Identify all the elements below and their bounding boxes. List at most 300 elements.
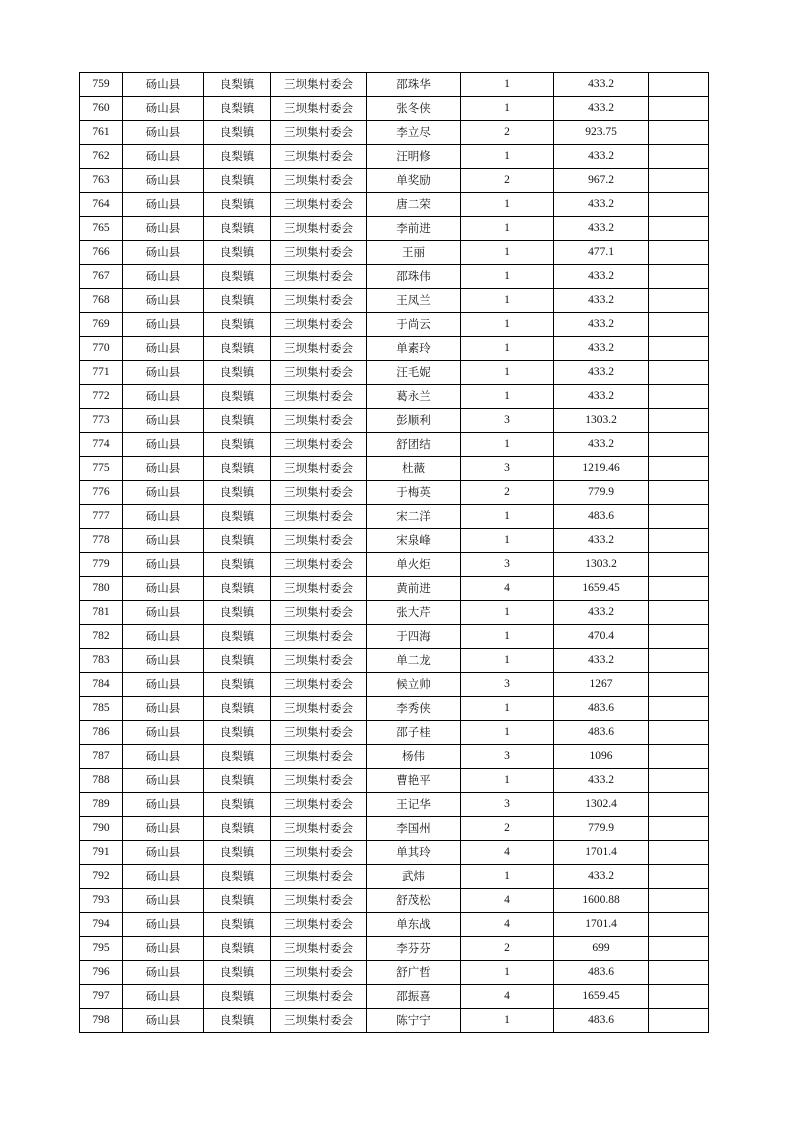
county-cell: 砀山县	[123, 889, 204, 913]
row-index-cell: 769	[80, 313, 123, 337]
row-index-cell: 760	[80, 97, 123, 121]
remark-cell	[649, 937, 709, 961]
amount-cell: 1303.2	[554, 409, 649, 433]
remark-cell	[649, 841, 709, 865]
householder-name-cell: 陈宁宁	[367, 1009, 461, 1033]
county-cell: 砀山县	[123, 673, 204, 697]
row-index-cell: 785	[80, 697, 123, 721]
row-index-cell: 781	[80, 601, 123, 625]
table-row	[80, 265, 709, 289]
table-row	[80, 505, 709, 529]
table-row	[80, 217, 709, 241]
amount-cell: 433.2	[554, 73, 649, 97]
county-cell: 砀山县	[123, 313, 204, 337]
householder-name-cell: 宋泉峰	[367, 529, 461, 553]
household-size-cell: 1	[461, 601, 554, 625]
household-size-cell: 1	[461, 193, 554, 217]
town-cell: 良梨镇	[204, 241, 271, 265]
remark-cell	[649, 409, 709, 433]
village-cell: 三坝集村委会	[271, 601, 367, 625]
household-size-cell: 3	[461, 793, 554, 817]
remark-cell	[649, 457, 709, 481]
amount-cell: 433.2	[554, 385, 649, 409]
row-index-cell: 792	[80, 865, 123, 889]
remark-cell	[649, 241, 709, 265]
householder-name-cell: 单东战	[367, 913, 461, 937]
county-cell: 砀山县	[123, 217, 204, 241]
table-row	[80, 337, 709, 361]
row-index-cell: 761	[80, 121, 123, 145]
village-cell: 三坝集村委会	[271, 961, 367, 985]
town-cell: 良梨镇	[204, 289, 271, 313]
amount-cell: 433.2	[554, 337, 649, 361]
householder-name-cell: 宋二洋	[367, 505, 461, 529]
row-index-cell: 790	[80, 817, 123, 841]
remark-cell	[649, 649, 709, 673]
county-cell: 砀山县	[123, 73, 204, 97]
householder-name-cell: 李前进	[367, 217, 461, 241]
household-size-cell: 1	[461, 1009, 554, 1033]
amount-cell: 1302.4	[554, 793, 649, 817]
county-cell: 砀山县	[123, 817, 204, 841]
remark-cell	[649, 337, 709, 361]
village-cell: 三坝集村委会	[271, 337, 367, 361]
town-cell: 良梨镇	[204, 505, 271, 529]
row-index-cell: 775	[80, 457, 123, 481]
remark-cell	[649, 121, 709, 145]
householder-name-cell: 汪毛妮	[367, 361, 461, 385]
householder-name-cell: 单火炬	[367, 553, 461, 577]
remark-cell	[649, 73, 709, 97]
county-cell: 砀山县	[123, 793, 204, 817]
remark-cell	[649, 769, 709, 793]
village-cell: 三坝集村委会	[271, 217, 367, 241]
table-row	[80, 1009, 709, 1033]
county-cell: 砀山县	[123, 481, 204, 505]
householder-name-cell: 李立尽	[367, 121, 461, 145]
county-cell: 砀山县	[123, 193, 204, 217]
row-index-cell: 778	[80, 529, 123, 553]
amount-cell: 483.6	[554, 721, 649, 745]
amount-cell: 433.2	[554, 265, 649, 289]
household-size-cell: 1	[461, 289, 554, 313]
village-cell: 三坝集村委会	[271, 169, 367, 193]
row-index-cell: 776	[80, 481, 123, 505]
village-cell: 三坝集村委会	[271, 937, 367, 961]
town-cell: 良梨镇	[204, 625, 271, 649]
town-cell: 良梨镇	[204, 817, 271, 841]
row-index-cell: 777	[80, 505, 123, 529]
table-row	[80, 553, 709, 577]
village-cell: 三坝集村委会	[271, 457, 367, 481]
remark-cell	[649, 193, 709, 217]
county-cell: 砀山县	[123, 241, 204, 265]
remark-cell	[649, 529, 709, 553]
table-row	[80, 601, 709, 625]
town-cell: 良梨镇	[204, 601, 271, 625]
remark-cell	[649, 385, 709, 409]
amount-cell: 1219.46	[554, 457, 649, 481]
table-row	[80, 289, 709, 313]
remark-cell	[649, 817, 709, 841]
town-cell: 良梨镇	[204, 481, 271, 505]
table-row	[80, 841, 709, 865]
county-cell: 砀山县	[123, 337, 204, 361]
household-size-cell: 3	[461, 673, 554, 697]
householder-name-cell: 李秀侠	[367, 697, 461, 721]
household-size-cell: 1	[461, 385, 554, 409]
village-cell: 三坝集村委会	[271, 385, 367, 409]
table-row	[80, 697, 709, 721]
county-cell: 砀山县	[123, 433, 204, 457]
row-index-cell: 793	[80, 889, 123, 913]
amount-cell: 433.2	[554, 769, 649, 793]
row-index-cell: 797	[80, 985, 123, 1009]
remark-cell	[649, 577, 709, 601]
village-cell: 三坝集村委会	[271, 913, 367, 937]
table-row	[80, 649, 709, 673]
remark-cell	[649, 553, 709, 577]
amount-cell: 483.6	[554, 1009, 649, 1033]
county-cell: 砀山县	[123, 457, 204, 481]
household-size-cell: 1	[461, 529, 554, 553]
amount-cell: 433.2	[554, 433, 649, 457]
remark-cell	[649, 265, 709, 289]
row-index-cell: 768	[80, 289, 123, 313]
householder-name-cell: 于梅英	[367, 481, 461, 505]
row-index-cell: 764	[80, 193, 123, 217]
county-cell: 砀山县	[123, 553, 204, 577]
town-cell: 良梨镇	[204, 313, 271, 337]
village-cell: 三坝集村委会	[271, 1009, 367, 1033]
householder-name-cell: 张大芹	[367, 601, 461, 625]
amount-cell: 779.9	[554, 817, 649, 841]
remark-cell	[649, 1009, 709, 1033]
remark-cell	[649, 961, 709, 985]
householder-name-cell: 王记华	[367, 793, 461, 817]
household-size-cell: 1	[461, 145, 554, 169]
table-row	[80, 625, 709, 649]
remark-cell	[649, 313, 709, 337]
row-index-cell: 766	[80, 241, 123, 265]
town-cell: 良梨镇	[204, 673, 271, 697]
town-cell: 良梨镇	[204, 745, 271, 769]
town-cell: 良梨镇	[204, 865, 271, 889]
row-index-cell: 765	[80, 217, 123, 241]
county-cell: 砀山县	[123, 289, 204, 313]
table-row	[80, 241, 709, 265]
town-cell: 良梨镇	[204, 721, 271, 745]
table-row	[80, 97, 709, 121]
table-row	[80, 577, 709, 601]
village-cell: 三坝集村委会	[271, 625, 367, 649]
householder-name-cell: 于尚云	[367, 313, 461, 337]
table-row	[80, 721, 709, 745]
amount-cell: 470.4	[554, 625, 649, 649]
household-size-cell: 1	[461, 361, 554, 385]
village-cell: 三坝集村委会	[271, 193, 367, 217]
household-size-cell: 1	[461, 73, 554, 97]
town-cell: 良梨镇	[204, 841, 271, 865]
town-cell: 良梨镇	[204, 889, 271, 913]
county-cell: 砀山县	[123, 985, 204, 1009]
row-index-cell: 783	[80, 649, 123, 673]
remark-cell	[649, 145, 709, 169]
household-size-cell: 2	[461, 121, 554, 145]
village-cell: 三坝集村委会	[271, 697, 367, 721]
town-cell: 良梨镇	[204, 937, 271, 961]
household-size-cell: 1	[461, 769, 554, 793]
row-index-cell: 780	[80, 577, 123, 601]
householder-name-cell: 汪明修	[367, 145, 461, 169]
remark-cell	[649, 217, 709, 241]
table-row	[80, 961, 709, 985]
town-cell: 良梨镇	[204, 769, 271, 793]
amount-cell: 433.2	[554, 217, 649, 241]
table-row	[80, 433, 709, 457]
village-cell: 三坝集村委会	[271, 73, 367, 97]
town-cell: 良梨镇	[204, 961, 271, 985]
householder-name-cell: 李国州	[367, 817, 461, 841]
household-size-cell: 2	[461, 169, 554, 193]
town-cell: 良梨镇	[204, 337, 271, 361]
householder-name-cell: 单素玲	[367, 337, 461, 361]
remark-cell	[649, 505, 709, 529]
table-row	[80, 313, 709, 337]
county-cell: 砀山县	[123, 505, 204, 529]
village-cell: 三坝集村委会	[271, 313, 367, 337]
amount-cell: 433.2	[554, 289, 649, 313]
town-cell: 良梨镇	[204, 985, 271, 1009]
village-cell: 三坝集村委会	[271, 649, 367, 673]
county-cell: 砀山县	[123, 745, 204, 769]
village-cell: 三坝集村委会	[271, 745, 367, 769]
village-cell: 三坝集村委会	[271, 553, 367, 577]
row-index-cell: 782	[80, 625, 123, 649]
remark-cell	[649, 721, 709, 745]
town-cell: 良梨镇	[204, 913, 271, 937]
row-index-cell: 779	[80, 553, 123, 577]
town-cell: 良梨镇	[204, 433, 271, 457]
household-size-cell: 1	[461, 865, 554, 889]
row-index-cell: 759	[80, 73, 123, 97]
village-cell: 三坝集村委会	[271, 289, 367, 313]
household-size-cell: 4	[461, 913, 554, 937]
town-cell: 良梨镇	[204, 697, 271, 721]
town-cell: 良梨镇	[204, 553, 271, 577]
county-cell: 砀山县	[123, 577, 204, 601]
householder-name-cell: 彭顺利	[367, 409, 461, 433]
household-size-cell: 1	[461, 241, 554, 265]
village-cell: 三坝集村委会	[271, 769, 367, 793]
village-cell: 三坝集村委会	[271, 145, 367, 169]
village-cell: 三坝集村委会	[271, 793, 367, 817]
town-cell: 良梨镇	[204, 529, 271, 553]
householder-name-cell: 张冬侠	[367, 97, 461, 121]
county-cell: 砀山县	[123, 769, 204, 793]
row-index-cell: 786	[80, 721, 123, 745]
remark-cell	[649, 289, 709, 313]
amount-cell: 1303.2	[554, 553, 649, 577]
householder-name-cell: 杨伟	[367, 745, 461, 769]
row-index-cell: 789	[80, 793, 123, 817]
amount-cell: 779.9	[554, 481, 649, 505]
county-cell: 砀山县	[123, 361, 204, 385]
household-size-cell: 1	[461, 217, 554, 241]
county-cell: 砀山县	[123, 601, 204, 625]
householder-name-cell: 李芬芬	[367, 937, 461, 961]
householder-name-cell: 王凤兰	[367, 289, 461, 313]
table-row	[80, 985, 709, 1009]
amount-cell: 483.6	[554, 697, 649, 721]
amount-cell: 1096	[554, 745, 649, 769]
town-cell: 良梨镇	[204, 121, 271, 145]
amount-cell: 433.2	[554, 361, 649, 385]
householder-name-cell: 王丽	[367, 241, 461, 265]
household-size-cell: 1	[461, 97, 554, 121]
householder-name-cell: 黄前进	[367, 577, 461, 601]
table-row	[80, 793, 709, 817]
amount-cell: 1701.4	[554, 841, 649, 865]
table-row	[80, 817, 709, 841]
householder-name-cell: 唐二荣	[367, 193, 461, 217]
village-cell: 三坝集村委会	[271, 721, 367, 745]
village-cell: 三坝集村委会	[271, 865, 367, 889]
amount-cell: 923.75	[554, 121, 649, 145]
village-cell: 三坝集村委会	[271, 505, 367, 529]
table-row	[80, 361, 709, 385]
table-row	[80, 889, 709, 913]
remark-cell	[649, 697, 709, 721]
amount-cell: 433.2	[554, 649, 649, 673]
amount-cell: 433.2	[554, 601, 649, 625]
village-cell: 三坝集村委会	[271, 121, 367, 145]
village-cell: 三坝集村委会	[271, 985, 367, 1009]
row-index-cell: 795	[80, 937, 123, 961]
town-cell: 良梨镇	[204, 385, 271, 409]
amount-cell: 433.2	[554, 145, 649, 169]
householder-name-cell: 单奖励	[367, 169, 461, 193]
county-cell: 砀山县	[123, 409, 204, 433]
table-row	[80, 529, 709, 553]
amount-cell: 967.2	[554, 169, 649, 193]
household-size-cell: 3	[461, 553, 554, 577]
amount-cell: 1701.4	[554, 913, 649, 937]
table-row	[80, 865, 709, 889]
householder-name-cell: 舒广哲	[367, 961, 461, 985]
amount-cell: 699	[554, 937, 649, 961]
remark-cell	[649, 913, 709, 937]
household-size-cell: 3	[461, 745, 554, 769]
household-size-cell: 1	[461, 313, 554, 337]
amount-cell: 1267	[554, 673, 649, 697]
village-cell: 三坝集村委会	[271, 241, 367, 265]
village-cell: 三坝集村委会	[271, 529, 367, 553]
household-size-cell: 2	[461, 481, 554, 505]
row-index-cell: 774	[80, 433, 123, 457]
roster-table	[79, 72, 709, 1033]
town-cell: 良梨镇	[204, 457, 271, 481]
table-row	[80, 673, 709, 697]
remark-cell	[649, 97, 709, 121]
householder-name-cell: 邵珠伟	[367, 265, 461, 289]
row-index-cell: 762	[80, 145, 123, 169]
household-size-cell: 1	[461, 721, 554, 745]
table-row	[80, 769, 709, 793]
town-cell: 良梨镇	[204, 193, 271, 217]
remark-cell	[649, 625, 709, 649]
table-row	[80, 193, 709, 217]
table-row	[80, 937, 709, 961]
remark-cell	[649, 433, 709, 457]
town-cell: 良梨镇	[204, 217, 271, 241]
householder-name-cell: 邵珠华	[367, 73, 461, 97]
village-cell: 三坝集村委会	[271, 409, 367, 433]
table-row	[80, 745, 709, 769]
town-cell: 良梨镇	[204, 97, 271, 121]
village-cell: 三坝集村委会	[271, 481, 367, 505]
household-size-cell: 1	[461, 265, 554, 289]
village-cell: 三坝集村委会	[271, 817, 367, 841]
amount-cell: 433.2	[554, 865, 649, 889]
village-cell: 三坝集村委会	[271, 673, 367, 697]
county-cell: 砀山县	[123, 169, 204, 193]
table-row	[80, 73, 709, 97]
county-cell: 砀山县	[123, 649, 204, 673]
row-index-cell: 772	[80, 385, 123, 409]
householder-name-cell: 葛永兰	[367, 385, 461, 409]
county-cell: 砀山县	[123, 841, 204, 865]
county-cell: 砀山县	[123, 865, 204, 889]
row-index-cell: 798	[80, 1009, 123, 1033]
household-size-cell: 4	[461, 985, 554, 1009]
row-index-cell: 796	[80, 961, 123, 985]
householder-name-cell: 邵振喜	[367, 985, 461, 1009]
town-cell: 良梨镇	[204, 649, 271, 673]
household-size-cell: 2	[461, 817, 554, 841]
row-index-cell: 771	[80, 361, 123, 385]
remark-cell	[649, 361, 709, 385]
county-cell: 砀山县	[123, 145, 204, 169]
county-cell: 砀山县	[123, 1009, 204, 1033]
row-index-cell: 763	[80, 169, 123, 193]
remark-cell	[649, 673, 709, 697]
remark-cell	[649, 793, 709, 817]
table-row	[80, 169, 709, 193]
table-row	[80, 121, 709, 145]
county-cell: 砀山县	[123, 97, 204, 121]
town-cell: 良梨镇	[204, 169, 271, 193]
household-size-cell: 3	[461, 457, 554, 481]
table-row	[80, 409, 709, 433]
amount-cell: 433.2	[554, 529, 649, 553]
household-size-cell: 4	[461, 577, 554, 601]
row-index-cell: 770	[80, 337, 123, 361]
roster-table-body	[80, 73, 709, 1033]
remark-cell	[649, 481, 709, 505]
town-cell: 良梨镇	[204, 361, 271, 385]
household-size-cell: 1	[461, 649, 554, 673]
remark-cell	[649, 985, 709, 1009]
table-row	[80, 913, 709, 937]
village-cell: 三坝集村委会	[271, 577, 367, 601]
row-index-cell: 784	[80, 673, 123, 697]
amount-cell: 1659.45	[554, 985, 649, 1009]
householder-name-cell: 于四海	[367, 625, 461, 649]
household-size-cell: 4	[461, 841, 554, 865]
remark-cell	[649, 169, 709, 193]
village-cell: 三坝集村委会	[271, 433, 367, 457]
